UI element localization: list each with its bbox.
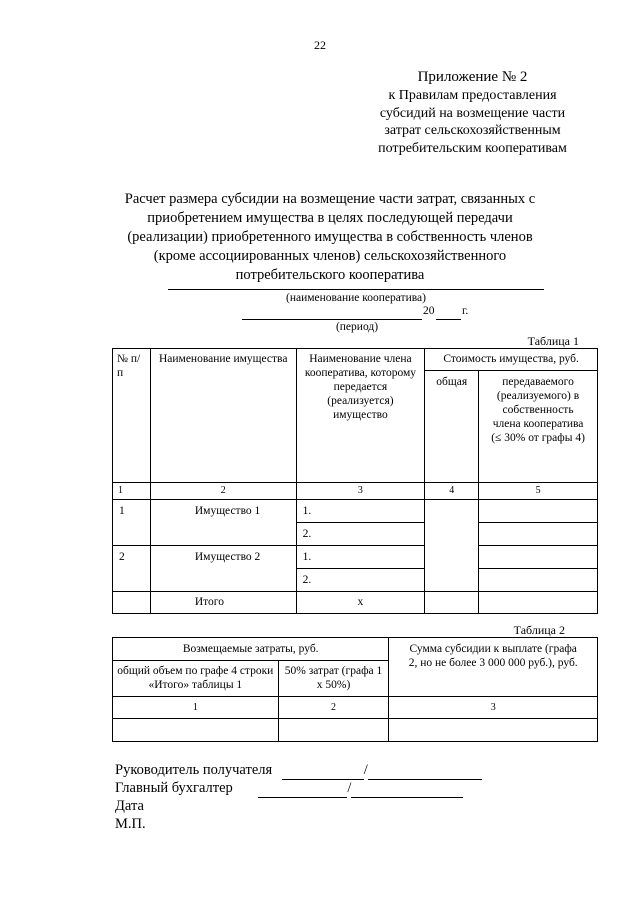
document-title-line: (кроме ассоциированных членов) сельскохозяйственного <box>153 248 507 264</box>
appendix-title: Приложение № 2 <box>417 69 528 85</box>
period-year-prefix: 20 <box>423 305 435 317</box>
cooperative-caption: (наименование кооператива) <box>286 292 426 304</box>
header-cost-transferred: передаваемого (реализуемого) в собственность члена кооператива (≤ 30% от графы 4) <box>479 371 598 483</box>
total-number-cell <box>113 592 151 614</box>
subsidy-amount-cell[interactable] <box>389 719 598 742</box>
property-name-cell: Имущество 1 <box>150 500 296 546</box>
member-name-cell[interactable]: 2. <box>296 569 425 592</box>
column-number-cell: 3 <box>296 483 425 500</box>
accountant-name-line[interactable] <box>351 797 463 798</box>
cooperative-name-line[interactable] <box>168 289 544 290</box>
period-caption: (период) <box>335 321 379 333</box>
column-number-cell: 4 <box>425 483 479 500</box>
total-member-cell: х <box>296 592 425 614</box>
table1-label: Таблица 1 <box>527 334 579 348</box>
header-fifty-percent: 50% затрат (графа 1 х 50%) <box>278 661 389 697</box>
header-member-name: Наименование члена кооператива, которому передается (реализуется) имущество <box>296 349 425 483</box>
document-title-line: потребительского кооператива <box>235 267 425 283</box>
period-year-line[interactable] <box>436 319 461 320</box>
column-number-cell: 1 <box>113 697 279 719</box>
total-volume-cell[interactable] <box>113 719 279 742</box>
total-transferred-cell[interactable] <box>479 592 598 614</box>
document-title-line: Расчет размера субсидии на возмещение части затрат, связанных с <box>124 191 536 207</box>
accountant-label: Главный бухгалтер <box>115 780 233 796</box>
table-2 <box>112 637 598 742</box>
table-row <box>113 719 598 742</box>
page-number: 22 <box>314 38 326 52</box>
column-number-cell: 1 <box>113 483 151 500</box>
signature-separator: / <box>363 762 368 778</box>
member-name-cell[interactable]: 2. <box>296 523 425 546</box>
total-cost-cell[interactable] <box>425 592 479 614</box>
document-title-line: приобретением имущества в целях последующей передачи <box>147 210 513 226</box>
row-number-cell: 1 <box>113 500 151 546</box>
header-number: № п/п <box>113 349 151 483</box>
appendix-line: потребительским кооперативам <box>378 140 567 156</box>
column-number-cell: 2 <box>278 697 389 719</box>
row-number-cell: 2 <box>113 546 151 592</box>
header-property-name: Наименование имущества <box>150 349 296 483</box>
fifty-percent-cell[interactable] <box>278 719 389 742</box>
accountant-signature-line[interactable] <box>258 797 347 798</box>
total-label: Итого <box>150 592 296 614</box>
appendix-line: субсидий на возмещение части <box>379 105 566 121</box>
appendix-header <box>355 68 590 157</box>
appendix-line: к Правилам предоставления <box>388 88 557 103</box>
member-name-cell[interactable]: 1. <box>296 500 425 523</box>
table2-label: Таблица 2 <box>513 623 565 637</box>
total-row <box>113 592 598 614</box>
column-number-cell: 2 <box>150 483 296 500</box>
period-line[interactable] <box>242 319 422 320</box>
header-reimbursed-group: Возмещаемые затраты, руб. <box>113 638 389 661</box>
stamp-label: М.П. <box>115 816 146 832</box>
cost-transferred-cell[interactable] <box>479 500 598 523</box>
cost-transferred-cell[interactable] <box>479 523 598 546</box>
document-title-line: (реализации) приобретенного имущества в собственность членов <box>127 229 533 245</box>
head-signature <box>115 762 482 780</box>
document-title <box>110 190 550 285</box>
table-1 <box>112 348 598 614</box>
member-name-cell[interactable]: 1. <box>296 546 425 569</box>
table-row <box>113 500 598 523</box>
table-row <box>113 546 598 569</box>
header-cost-group: Стоимость имущества, руб. <box>425 349 598 371</box>
property-name-cell: Имущество 2 <box>150 546 296 592</box>
header-subsidy-amount: Сумма субсидии к выплате (графа 2, но не более 3 000 000 руб.), руб. <box>389 638 598 697</box>
signature-separator: / <box>347 780 352 796</box>
column-number-cell: 3 <box>389 697 598 719</box>
appendix-line: затрат сельскохозяйственным <box>384 123 561 138</box>
accountant-signature <box>115 780 463 798</box>
date-label: Дата <box>115 798 144 814</box>
cost-total-cell[interactable] <box>425 500 479 592</box>
period-year-suffix: г. <box>462 305 469 317</box>
head-label: Руководитель получателя <box>115 762 273 778</box>
header-total-volume: общий объем по графе 4 строки «Итого» таблицы 1 <box>113 661 279 697</box>
column-number-cell: 5 <box>479 483 598 500</box>
header-cost-total: общая <box>425 371 479 483</box>
cost-transferred-cell[interactable] <box>479 546 598 569</box>
cost-transferred-cell[interactable] <box>479 569 598 592</box>
